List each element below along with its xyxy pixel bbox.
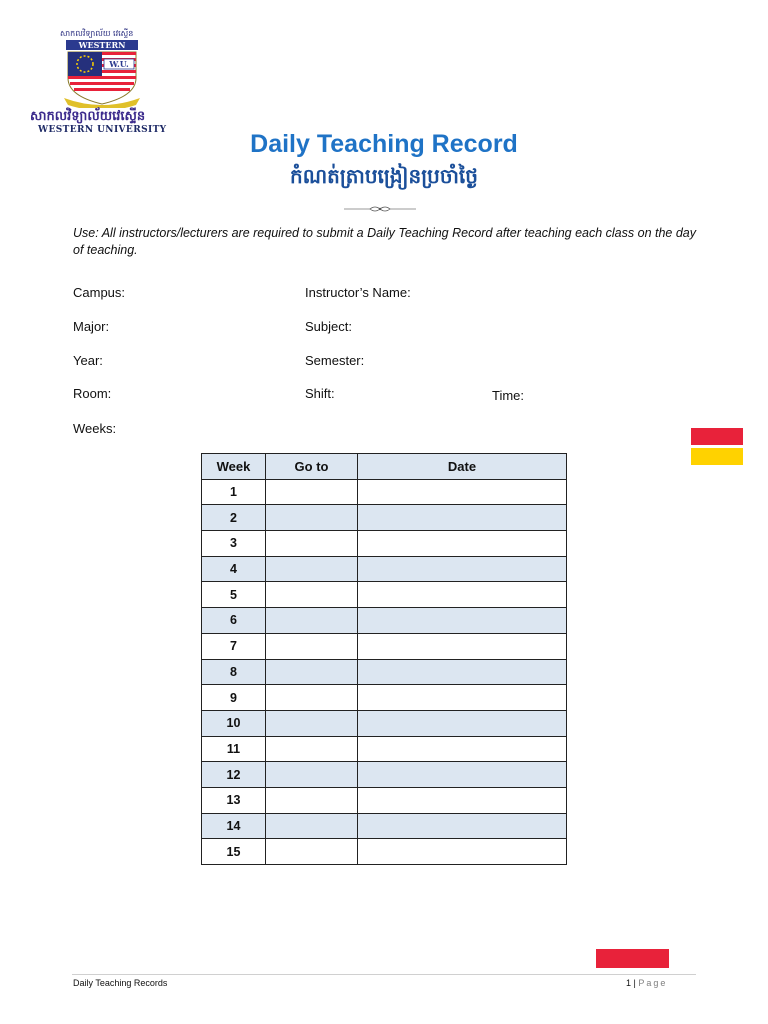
goto-cell[interactable] (266, 839, 358, 865)
page-word: Page (638, 978, 668, 988)
table-row (202, 787, 567, 813)
room-label: Room: (73, 386, 112, 401)
logo-khmer-top: សាកលវិទ្យាល័យ វេស្ទើន (60, 29, 134, 38)
date-cell[interactable] (358, 762, 567, 788)
page-separator: | (631, 978, 639, 988)
yellow-decoration-block (691, 448, 743, 465)
ornament-divider-icon (344, 205, 416, 213)
goto-column-header: Go to (266, 454, 358, 480)
goto-cell[interactable] (266, 505, 358, 531)
goto-cell[interactable] (266, 608, 358, 634)
goto-cell[interactable] (266, 556, 358, 582)
goto-cell[interactable] (266, 633, 358, 659)
table-row (202, 479, 567, 505)
date-cell[interactable] (358, 582, 567, 608)
goto-cell[interactable] (266, 659, 358, 685)
week-number-cell: 12 (202, 762, 266, 788)
week-number-cell: 2 (202, 505, 266, 531)
date-cell[interactable] (358, 710, 567, 736)
time-label: Time: (492, 388, 525, 403)
goto-cell[interactable] (266, 762, 358, 788)
week-number-cell: 11 (202, 736, 266, 762)
table-row (202, 531, 567, 557)
week-number-cell: 13 (202, 787, 266, 813)
date-cell[interactable] (358, 813, 567, 839)
table-row (202, 659, 567, 685)
university-logo (22, 28, 167, 140)
table-row (202, 762, 567, 788)
date-cell[interactable] (358, 633, 567, 659)
footer-document-name: Daily Teaching Records (73, 978, 168, 988)
shift-label: Shift: (305, 386, 335, 401)
date-cell[interactable] (358, 505, 567, 531)
subject-label: Subject: (305, 319, 352, 334)
goto-cell[interactable] (266, 710, 358, 736)
table-row (202, 736, 567, 762)
footer-divider (72, 974, 696, 975)
goto-cell[interactable] (266, 582, 358, 608)
table-row (202, 556, 567, 582)
instructor-name-label: Instructor’s Name: (305, 285, 411, 300)
table-row (202, 710, 567, 736)
week-number-cell: 1 (202, 479, 266, 505)
logo-initials-text: W.U. (109, 59, 129, 69)
goto-cell[interactable] (266, 531, 358, 557)
date-cell[interactable] (358, 685, 567, 711)
table-header-row (202, 454, 567, 480)
campus-label: Campus: (73, 285, 126, 300)
week-number-cell: 9 (202, 685, 266, 711)
table-row (202, 582, 567, 608)
date-cell[interactable] (358, 531, 567, 557)
week-number-cell: 6 (202, 608, 266, 634)
weeks-label: Weeks: (73, 421, 117, 436)
week-column-header: Week (202, 454, 266, 480)
page-title: Daily Teaching Record (250, 130, 518, 158)
page-number: 1 (626, 978, 632, 988)
weekly-record-table (201, 453, 567, 865)
table-row (202, 685, 567, 711)
goto-cell[interactable] (266, 479, 358, 505)
date-cell[interactable] (358, 736, 567, 762)
goto-cell[interactable] (266, 736, 358, 762)
week-number-cell: 10 (202, 710, 266, 736)
logo-khmer-name: សាកលវិទ្យាល័យវេស្ទើន (30, 109, 146, 124)
logo-banner-text: WESTERN (78, 40, 126, 50)
goto-cell[interactable] (266, 813, 358, 839)
goto-cell[interactable] (266, 787, 358, 813)
table-row (202, 608, 567, 634)
page-subtitle-khmer: កំណត់ត្រាបង្រៀនប្រចាំថ្ងៃ (290, 164, 478, 188)
week-number-cell: 5 (202, 582, 266, 608)
week-number-cell: 7 (202, 633, 266, 659)
table-row (202, 633, 567, 659)
red-footer-decoration-block (596, 949, 669, 968)
footer-page-indicator (626, 978, 667, 988)
date-cell[interactable] (358, 787, 567, 813)
table-row (202, 813, 567, 839)
semester-label: Semester: (305, 353, 365, 368)
logo-english-name: WESTERN UNIVERSITY (38, 125, 167, 135)
week-number-cell: 14 (202, 813, 266, 839)
date-cell[interactable] (358, 659, 567, 685)
table-row (202, 839, 567, 865)
table-row (202, 505, 567, 531)
week-number-cell: 15 (202, 839, 266, 865)
date-column-header: Date (358, 454, 567, 480)
week-number-cell: 4 (202, 556, 266, 582)
week-number-cell: 8 (202, 659, 266, 685)
year-label: Year: (73, 353, 103, 368)
university-crest-icon (62, 38, 142, 108)
usage-instructions: Use: All instructors/lecturers are required to submit a Daily Teaching Record after teaching each class on the day of teaching. (73, 226, 696, 257)
red-decoration-block (691, 428, 743, 445)
week-number-cell: 3 (202, 531, 266, 557)
date-cell[interactable] (358, 556, 567, 582)
major-label: Major: (73, 319, 110, 334)
date-cell[interactable] (358, 839, 567, 865)
goto-cell[interactable] (266, 685, 358, 711)
date-cell[interactable] (358, 608, 567, 634)
date-cell[interactable] (358, 479, 567, 505)
